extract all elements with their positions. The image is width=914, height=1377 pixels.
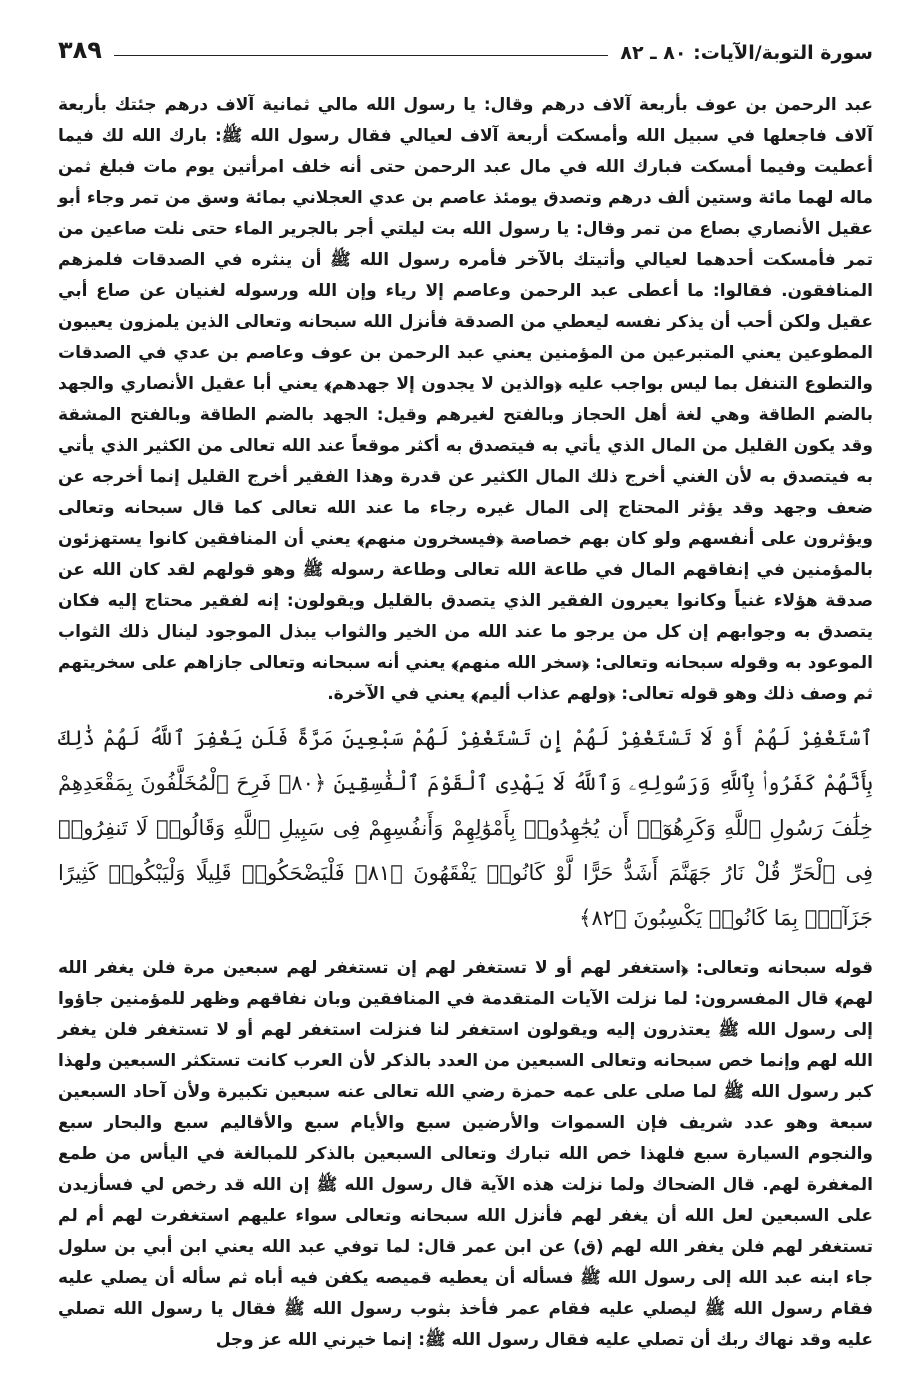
- commentary-paragraph-1: عبد الرحمن بن عوف بأربعة آلاف درهم وقال: يا رسول الله مالي ثمانية آلاف درهم جئتك بأربعة آلاف فاجعلها في سبيل الله وأمسكت أربعة آلاف لعيالي فقال رسول الله ﷺ: بارك الله لك فيما أعطيت وفيما أمسكت فبارك الله في مال عبد الرحمن حتى أنه خلف امرأتين يوم مات فبلغ ثمن ماله لهما مائة وستين ألف درهم وتصدق يومئذ عاصم بن عدي العجلاني بمائة وسق من تمر وجاء أبو عقيل الأنصاري بصاع من تمر وقال: يا رسول الله بت ليلتي أجر بالجرير الماء حتى نلت صاعين من تمر فأمسكت أحدهما لعيالي وأتيتك بالآخر فأمره رسول الله ﷺ أن ينثره في الصدقات فلمزهم المنافقون. فقالوا: ما أعطى عبد الرحمن وعاصم إلا رياء وإن الله ورسوله لغنيان عن صاع أبي عقيل ولكن أحب أن يذكر نفسه ليعطي من الصدقة فأنزل الله سبحانه وتعالى الذين يلمزون يعيبون المطوعين يعني المتبرعين من المؤمنين يعني عبد الرحمن بن عوف وعاصم بن عدي في الصدقات والتطوع التنفل بما ليس بواجب عليه ﴿والذين لا يجدون إلا جهدهم﴾ يعني أبا عقيل الأنصاري والجهد بالضم الطاقة وهي لغة أهل الحجاز وبالفتح لغيرهم وقيل: الجهد بالضم الطاقة وبالفتح المشقة وقد يكون القليل من المال الذي يأتي به فيتصدق به أكثر موقعاً عند الله تعالى من الكثير الذي يأتي به فيتصدق به لأن الغني أخرج ذلك المال الكثير عن قدرة وهذا الفقير أخرج القليل إنما أخرجه عن ضعف وجهد وقد يؤثر المحتاج إلى المال غيره رجاء ما عند الله تعالى كما قال سبحانه وتعالى ويؤثرون على أنفسهم ولو كان بهم خصاصة ﴿فيسخرون منهم﴾ يعني أن المنافقين كانوا يستهزئون بالمؤمنين في إنفاقهم المال في طاعة الله تعالى وطاعة رسوله ﷺ وهو قولهم لقد كان الله عن صدقة هؤلاء غنياً وكانوا يعيرون الفقير الذي يتصدق بالقليل ويقولون: إنه لفقير محتاج إليه فكان يتصدق به وجوابهم إن كل من يرجو ما عند الله من الخير والثواب يبذل الموجود لينال ذلك الثواب الموعود به وقوله سبحانه وتعالى: ﴿سخر الله منهم﴾ يعني أنه سبحانه وتعالى جازاهم على سخريتهم ثم وصف ذلك وهو قوله تعالى: ﴿ولهم عذاب أليم﴾ يعني في الآخرة.: [58, 95, 873, 704]
- page-number: ٣٨٩: [58, 36, 102, 64]
- quran-verses-80-82: ٱسْتَغْفِرْ لَهُمْ أَوْ لَا تَسْتَغْفِرْ لَهُمْ إِن تَسْتَغْفِرْ لَهُمْ سَبْعِينَ مَرَّةً فَلَن يَغْفِرَ ٱللَّهُ لَهُمْ ذَٰلِكَ بِأَنَّهُمْ كَفَرُوا۟ بِٱللَّهِ وَرَسُولِهِۦ وَٱللَّهُ لَا يَهْدِى ٱلْقَوْمَ ٱلْفَٰسِقِينَ ﴿٨٠﴾ فَرِحَ ٱلْمُخَلَّفُونَ بِمَقْعَدِهِمْ خِلَٰفَ رَسُولِ ٱللَّهِ وَكَرِهُوٓا۟ أَن يُجَٰهِدُوا۟ بِأَمْوَٰلِهِمْ وَأَنفُسِهِمْ فِى سَبِيلِ ٱللَّهِ وَقَالُوا۟ لَا تَنفِرُوا۟ فِى ٱلْحَرِّ قُلْ نَارُ جَهَنَّمَ أَشَدُّ حَرًّا لَّوْ كَانُوا۟ يَفْقَهُونَ ﴿٨١﴾ فَلْيَضْحَكُوا۟ قَلِيلًا وَلْيَبْكُوا۟ كَثِيرًا جَزَآءًۢ بِمَا كَانُوا۟ يَكْسِبُونَ ﴿٨٢﴾: [58, 726, 873, 930]
- surah-title: سورة التوبة/الآيات: ٨٠ ـ ٨٢: [620, 42, 873, 64]
- header-rule: [114, 55, 608, 56]
- commentary-paragraph-2: قوله سبحانه وتعالى: ﴿استغفر لهم أو لا تستغفر لهم إن تستغفر لهم سبعين مرة فلن يغفر الله لهم﴾ قال المفسرون: لما نزلت الآيات المتقدمة في المنافقين وبان نفاقهم وظهر للمؤمنين جاؤوا إلى رسول الله ﷺ يعتذرون إليه ويقولون استغفر لنا فنزلت استغفر لهم أو لا تستغفر فلن يغفر الله لهم وإنما خص سبحانه وتعالى السبعين من العدد بالذكر لأن العرب كانت تستكثر السبعين ولهذا كبر رسول الله ﷺ لما صلى على عمه حمزة رضي الله تعالى عنه سبعين تكبيرة ولأن آحاد السبعين سبعة وهو عدد شريف فإن السموات والأرضين سبع والأيام سبع والأقاليم سبع والبحار سبع والنجوم السيارة سبع فلهذا خص الله تبارك وتعالى السبعين بالذكر للمبالغة في اليأس من طمع المغفرة لهم. قال الضحاك ولما نزلت هذه الآية قال رسول الله ﷺ إن الله قد رخص لي فسأزيدن على السبعين لعل الله أن يغفر لهم فأنزل الله سبحانه وتعالى سواء عليهم استغفرت لهم أم لم تستغفر لهم فلن يغفر الله لهم (ق) عن ابن عمر قال: لما توفي عبد الله يعني ابن أبي بن سلول جاء ابنه عبد الله إلى رسول الله ﷺ فسأله أن يعطيه قميصه يكفن فيه أباه ثم سأله أن يصلي عليه فقام رسول الله ﷺ ليصلي عليه فقام عمر فأخذ بثوب رسول الله ﷺ فقال يا رسول الله تصلي عليه وقد نهاك ربك أن تصلي عليه فقال رسول الله ﷺ: إنما خيرني الله عز وجل: [58, 958, 873, 1350]
- running-header: [58, 30, 873, 68]
- book-page: [58, 30, 873, 1350]
